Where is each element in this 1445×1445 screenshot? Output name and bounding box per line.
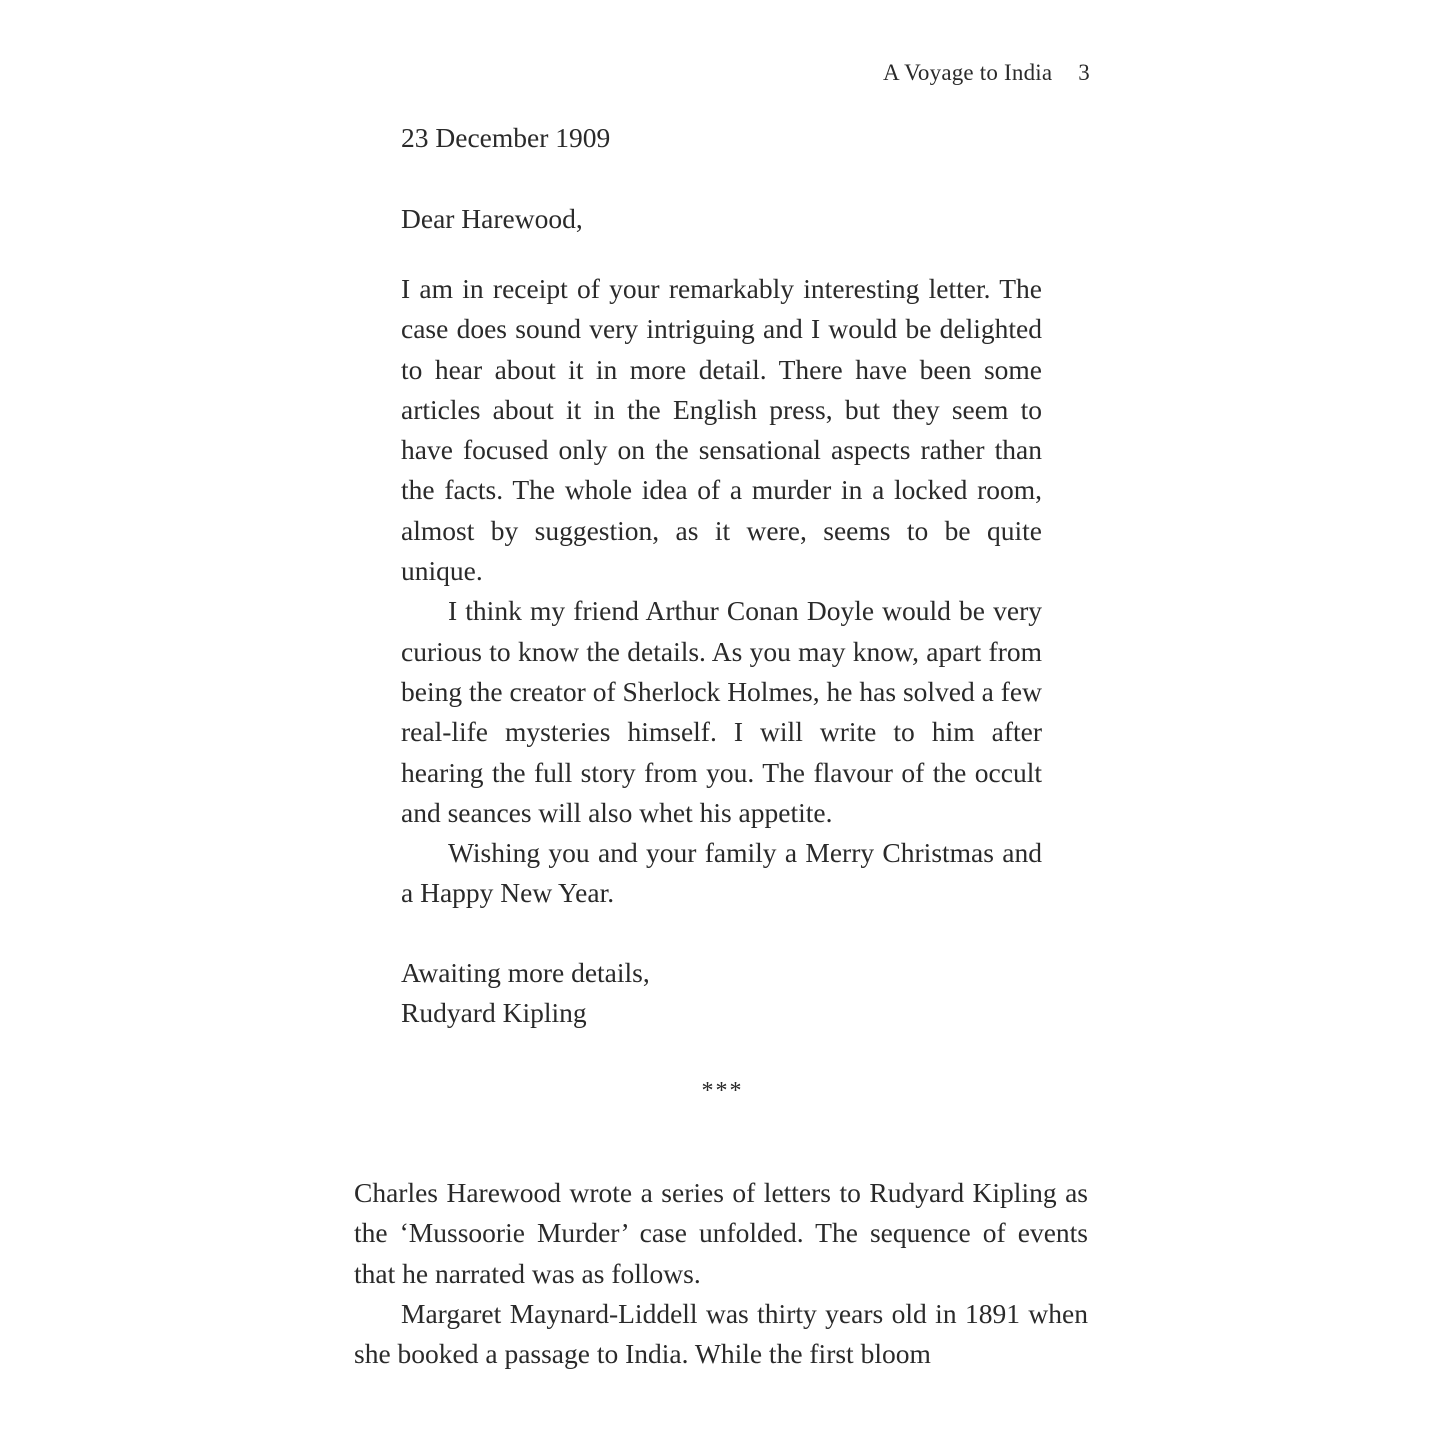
signature: Rudyard Kipling bbox=[401, 997, 587, 1029]
narrative-paragraph: Charles Harewood wrote a series of letters to Rudyard Kipling as the ‘Mussoorie Murder’ case unfolded. The sequence of events that he narrated was as follows. bbox=[354, 1177, 1088, 1289]
letter-body bbox=[401, 269, 1042, 914]
section-separator: *** bbox=[701, 1078, 744, 1104]
letter-closing bbox=[401, 953, 650, 1034]
letter-salutation: Dear Harewood, bbox=[401, 203, 583, 234]
letter-paragraph: I think my friend Arthur Conan Doyle would be very curious to know the details. As you may know, apart from being the creator of Sherlock Holmes, he has solved a few real-life mysteries himself. I will write to him after hearing the full story from you. The flavour of the occult and seances will also whet his appetite. bbox=[401, 595, 1042, 828]
closing-phrase: Awaiting more details, bbox=[401, 957, 650, 988]
running-head-title: A Voyage to India bbox=[883, 60, 1053, 85]
letter-paragraph: I am in receipt of your remarkably interesting letter. The case does sound very intriguing and I would be delighted to hear about it in more detail. There have been some articles about it in the English press, but they seem to have focused only on the sensational aspects rather than the facts. The whole idea of a murder in a locked room, almost by suggestion, as it were, seems to be quite unique. bbox=[401, 273, 1042, 587]
narrative bbox=[354, 1173, 1088, 1374]
letter-date: 23 December 1909 bbox=[401, 122, 611, 153]
page-number: 3 bbox=[1078, 60, 1090, 85]
letter-paragraph: Wishing you and your family a Merry Christmas and a Happy New Year. bbox=[401, 837, 1042, 909]
narrative-paragraph: Margaret Maynard-Liddell was thirty years old in 1891 when she booked a passage to India. While the first bloom bbox=[354, 1297, 1088, 1370]
running-head bbox=[883, 60, 1090, 86]
